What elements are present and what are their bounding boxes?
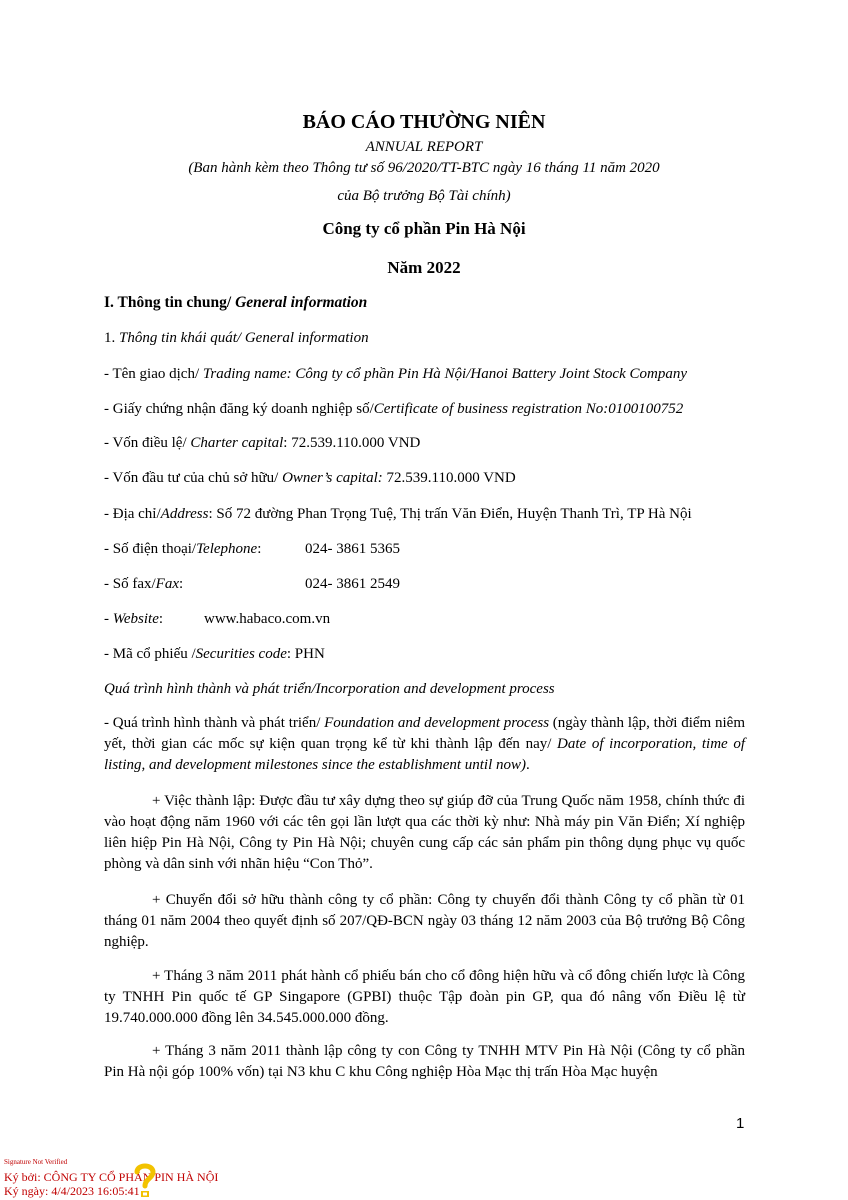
- process-item-subsidiary: + Tháng 3 năm 2011 thành lập công ty con Công ty TNHH MTV Pin Hà Nội (Công ty cổ phần Pin Hà nội góp 100% vốn) tại N3 khu C khu Công nghiệp Hòa Mạc thị trấn Hòa Mạc huyện: [104, 1043, 745, 1080]
- issued-note-line1: (Ban hành kèm theo Thông tư số 96/2020/TT-BTC ngày 16 tháng 11 năm 2020: [188, 160, 660, 176]
- subsection-label: Thông tin khái quát/ General information: [119, 330, 369, 346]
- signed-date-text: Ký ngày: 4/4/2023 16:05:41: [4, 1184, 140, 1198]
- address-value: : Số 72 đường Phan Trọng Tuệ, Thị trấn Văn Điển, Huyện Thanh Trì, TP Hà Nội: [208, 506, 692, 522]
- fax-label-en: Fax: [155, 576, 179, 592]
- website-label: Website: [112, 611, 159, 627]
- owner-value: 72.539.110.000 VND: [382, 470, 516, 486]
- address-line: [104, 506, 692, 523]
- subsection-number: 1.: [104, 330, 119, 346]
- subsection-heading: [104, 330, 369, 347]
- phone-label-vn: - Số điện thoại/: [104, 541, 197, 557]
- process-heading-text: Quá trình hình thành và phát triển/Incorporation and development process: [104, 681, 555, 697]
- issued-note-line2: của Bộ trưởng Bộ Tài chính): [337, 188, 511, 204]
- fax-label-vn: - Số fax/: [104, 576, 156, 592]
- address-label-vn: - Địa chỉ/: [104, 506, 161, 522]
- certificate-line: [104, 401, 683, 418]
- process-intro-vn: - Quá trình hình thành và phát triển/: [104, 715, 325, 731]
- owner-capital-line: [104, 470, 516, 487]
- report-year: Năm 2022: [387, 258, 461, 277]
- section-heading-en: General information: [235, 294, 368, 311]
- owner-label-vn: - Vốn đầu tư của chủ sở hữu/: [104, 470, 283, 486]
- process-item-equitization: + Chuyển đổi sở hữu thành công ty cổ phần: Công ty chuyển đổi thành Công ty cổ phần từ 01 tháng 01 năm 2004 theo quyết định số 207/QĐ-BCN ngày 03 tháng 12 năm 2003 của Bộ trưởng Bộ Công nghiệp.: [104, 892, 745, 950]
- certificate-value: Certificate of business registration No:0100100752: [373, 401, 684, 417]
- report-subtitle: ANNUAL REPORT: [365, 139, 483, 155]
- process-intro-en: Foundation and development process: [324, 715, 550, 731]
- phone-label-en: Telephone: [196, 541, 258, 557]
- owner-label-en: Owner’s capital:: [282, 470, 383, 486]
- phone-colon: :: [257, 541, 262, 557]
- signature-status-note: Signature Not Verified: [4, 1158, 68, 1166]
- charter-value: : 72.539.110.000 VND: [283, 435, 421, 451]
- certificate-label: - Giấy chứng nhận đăng ký doanh nghiệp số/: [104, 401, 374, 417]
- company-name: Công ty cổ phần Pin Hà Nội: [322, 219, 526, 238]
- process-intro-vn2: (ngày thành lập, thời điểm niêm yết, thời gian các mốc sự kiện quan trọng kể từ khi thành lập đến nay/: [104, 715, 745, 752]
- process-intro-end: .: [526, 757, 530, 773]
- charter-label-vn: - Vốn điều lệ/: [104, 435, 191, 451]
- fax-value: 024- 3861 2549: [305, 576, 400, 592]
- trading-name-value: Trading name: Công ty cổ phần Pin Hà Nội/Hanoi Battery Joint Stock Company: [202, 366, 687, 382]
- website-line: [104, 611, 163, 628]
- website-colon: :: [158, 611, 164, 627]
- section-heading-vn: I. Thông tin chung/: [104, 294, 236, 311]
- charter-label-en: Charter capital: [190, 435, 284, 451]
- process-intro-en2: Date of incorporation, time of listing, and development milestones since the establishment until now): [104, 736, 745, 773]
- securities-code-line: [104, 646, 325, 663]
- signed-by-text: Ký bởi: CÔNG TY CỔ PHẦN PIN HÀ NỘI: [4, 1170, 219, 1184]
- securities-label-vn: - Mã cổ phiếu /: [104, 646, 196, 662]
- process-item-share-issue: + Tháng 3 năm 2011 phát hành cổ phiếu bán cho cổ đông hiện hữu và cổ đông chiến lược là Công ty TNHH Pin quốc tế GP Singapore (GPBI) thuộc Tập đoàn pin GP, qua đó nâng vốn Điều lệ từ 19.740.000.000 đồng lên 34.545.000.000 đồng.: [104, 968, 745, 1026]
- fax-line: [104, 576, 183, 593]
- fax-colon: :: [179, 576, 184, 592]
- phone-value: 024- 3861 5365: [305, 541, 400, 557]
- process-intro: [104, 713, 745, 776]
- phone-line: [104, 541, 504, 558]
- page-number: 1: [736, 1115, 745, 1132]
- securities-label-en: Securities code: [195, 646, 287, 662]
- address-label-en: Address: [160, 506, 209, 522]
- website-value: www.habaco.com.vn: [204, 611, 331, 627]
- website-dash: -: [104, 611, 113, 627]
- trading-name-label: - Tên giao dịch/: [104, 366, 203, 382]
- digital-signature: [4, 1158, 264, 1200]
- signature-question-icon: [130, 1160, 160, 1200]
- trading-name-line: [104, 366, 687, 383]
- section-heading: [104, 294, 367, 312]
- process-heading: [104, 681, 555, 698]
- report-title: BÁO CÁO THƯỜNG NIÊN: [302, 111, 546, 133]
- process-item-founding: + Việc thành lập: Được đầu tư xây dựng theo sự giúp đỡ của Trung Quốc năm 1958, chính thức đi vào hoạt động năm 1960 với các tên gọi lần lượt qua các thời kỳ như: Nhà máy pin Văn Điển; Xí nghiệp liên hiệp Pin Hà Nội, Công ty Pin Hà Nội; chuyên cung cấp các sản phẩm pin thông dụng phục vụ quốc phòng và dân sinh với nhãn hiệu “Con Thỏ”.: [104, 793, 745, 872]
- charter-capital-line: [104, 435, 420, 452]
- securities-value: : PHN: [286, 646, 325, 662]
